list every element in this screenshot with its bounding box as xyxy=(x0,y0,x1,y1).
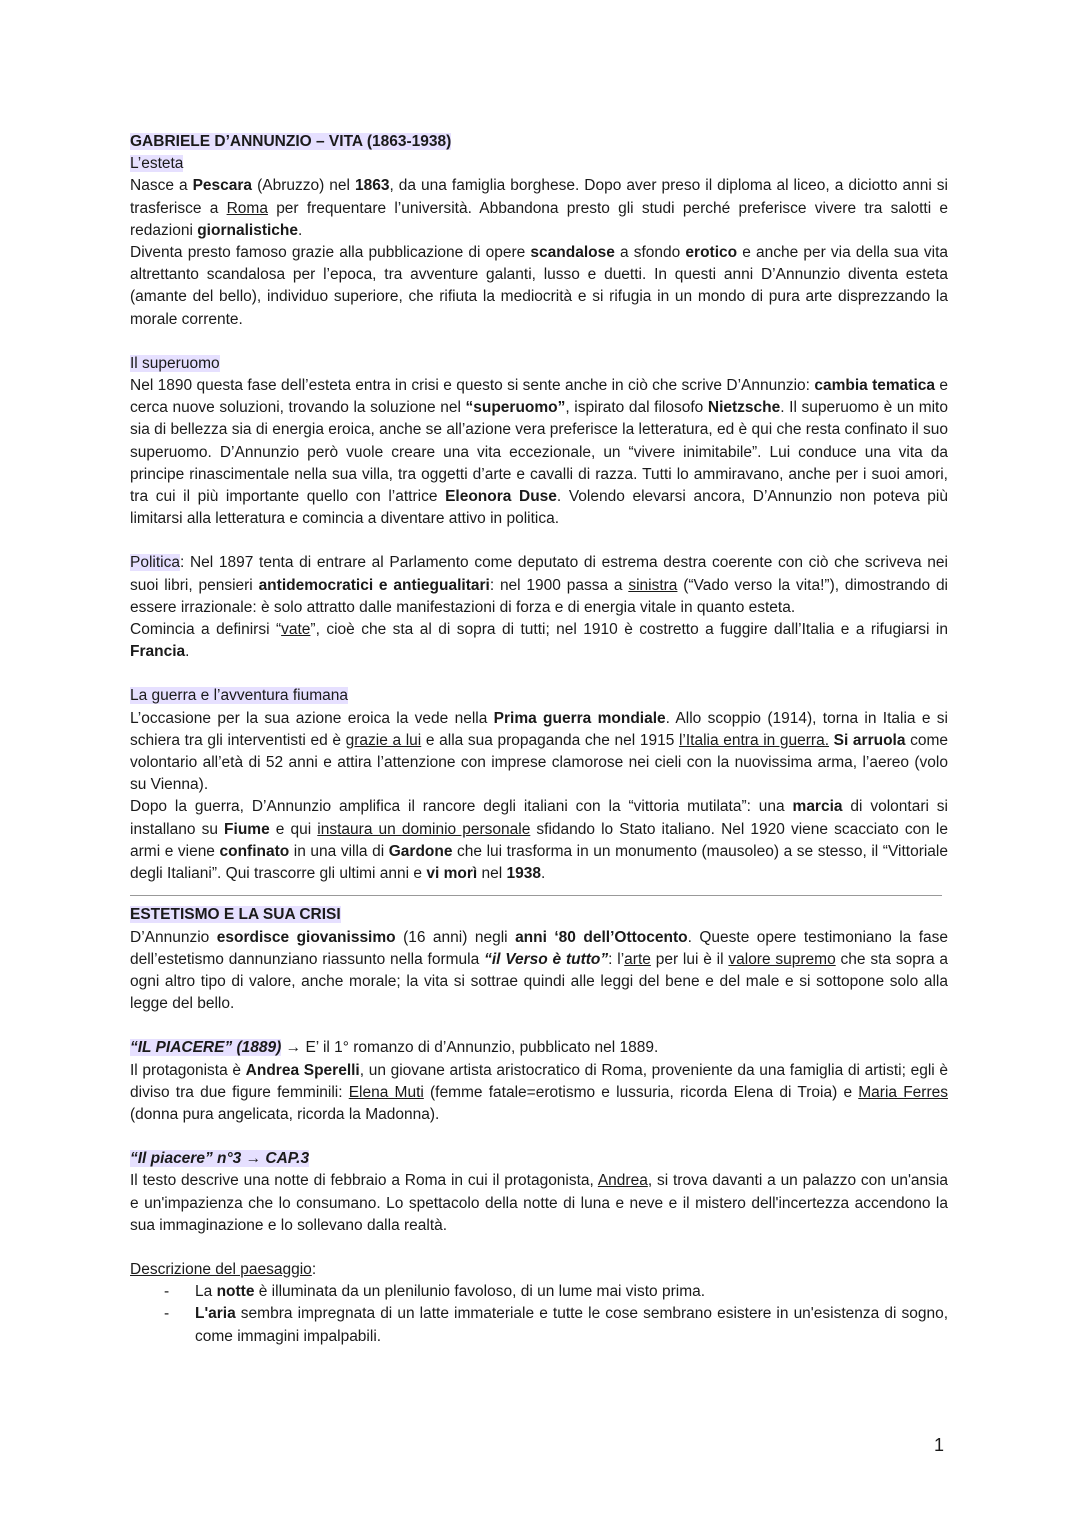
text-run: “superuomo” xyxy=(465,399,566,417)
text-run: (“Vado verso la vita!”), dimostrando di essere irrazionale: è solo attratto dalle manifestazioni di forza e di energia vitale in quanto esteta. xyxy=(130,576,949,616)
list-item xyxy=(130,1281,948,1303)
text-run: Descrizione del paesaggio xyxy=(130,1260,312,1278)
text-run: (16 anni) negli xyxy=(395,928,516,946)
text-run: . Queste opere testimoniano la fase dell’estetismo dannunziano riassunto nella formula xyxy=(130,928,949,968)
text-run: come volontario all’età di 52 anni e attira l’attenzione con imprese clamorose nei cieli con la nuovissima arma, l’aereo (volo su Vienna). xyxy=(130,731,949,794)
text-run: L’esteta xyxy=(130,155,184,173)
text-run: e qui xyxy=(269,820,318,838)
text-run: antidemocratici e antiegualitari xyxy=(258,576,490,594)
text-run: che lui trasforma in un monumento (mausoleo) a se stesso, il “Vittoriale degli Italiani”. Qui trascorre gli ultimi anni e xyxy=(130,842,948,883)
text-run: grazie a lui xyxy=(345,731,422,749)
description-list xyxy=(130,1281,948,1348)
text-run: marcia xyxy=(792,798,843,816)
text-run: , si trova davanti a un palazzo con un'ansia e un'impazienza che lo consumano. Lo spettacolo della notte di luna e neve e il mistero dell'incertezza accendono la sua immaginazione e lo sollevano dalla realtà. xyxy=(130,1172,948,1234)
text-run: . xyxy=(185,643,190,661)
text-run: cambia tematica xyxy=(814,377,936,395)
text-run: La guerra e l’avventura fiumana xyxy=(130,687,348,705)
text-run: sfidando lo Stato italiano. Nel 1920 viene scacciato con le armi e viene xyxy=(130,820,948,860)
text-run: L'aria xyxy=(195,1305,236,1323)
text-run: , ispirato dal filosofo xyxy=(565,399,708,417)
text-run: in una villa di xyxy=(289,842,389,860)
text-run: . xyxy=(540,865,546,883)
text-run: “Il piacere” n°3 → CAP.3 xyxy=(130,1150,310,1168)
text-run: . Il superuomo è un mito sia di bellezza sia di energia eroica, anche se all’azione vera preferisce la letteratura, ed è qui che resta confinato il suo superuomo. D’Annunzio però vuole creare una vita eccezionale, un “vivere inimitabile”. Lui conduce una vita da principe rinascimentale nella sua villa, tra oggetti d’arte e cavalli di razza. Tutti lo ammiravano, anche per i suoi amori, tra cui il più importante quello con l’attrice xyxy=(130,399,948,506)
text-run: e anche per via della sua vita altrettanto scandalosa per l’epoca, tra avventure galanti, lusso e duetti. In questi anni D’Annunzio diventa esteta (amante del bello), individuo superiore, che rifiuta la mediocrità e si rifugia in un mondo di pura arte disprezzando la morale corrente. xyxy=(130,244,948,328)
section-heading-esteta xyxy=(130,153,948,175)
text-run: a sfondo xyxy=(614,244,686,262)
text-run: Il testo descrive una notte di febbraio a Roma in cui il protagonista, xyxy=(130,1172,598,1190)
section-heading-il-piacere xyxy=(130,1037,948,1059)
text-run: , un giovane artista aristocratico di Roma, proveniente da una famiglia di artisti; egli è diviso tra due figure femminili: xyxy=(130,1061,948,1101)
text-run: Nietzsche xyxy=(707,399,781,417)
text-run: per lui è il xyxy=(650,950,729,968)
text-run: 1863 xyxy=(354,177,390,195)
section-heading-paesaggio xyxy=(130,1259,948,1281)
text-run: Elena Muti xyxy=(348,1083,424,1101)
text-run: Gardone xyxy=(388,842,453,860)
text-run: Andrea Sperelli xyxy=(245,1061,360,1079)
text-run: : Nel 1897 tenta di entrare al Parlamento come deputato di estrema destra coerente con ciò che scriveva nei suoi libri, pensieri xyxy=(130,554,948,594)
text-run: Il protagonista è xyxy=(130,1061,246,1079)
text-run: GABRIELE D’ANNUNZIO – VITA (1863-1938) xyxy=(130,133,452,150)
text-run: valore supremo xyxy=(728,950,836,968)
text-run: sinistra xyxy=(628,576,678,594)
text-run: 1938 xyxy=(506,865,541,883)
text-run: vate xyxy=(281,621,311,639)
text-run: (Abruzzo) nel xyxy=(252,177,355,195)
text-run: di volontari si installano su xyxy=(130,798,948,838)
text-run: Dopo la guerra, D’Annunzio amplifica il rancore degli italiani con la “vittoria mutilata”: una xyxy=(130,798,793,816)
text-run: Nel 1890 questa fase dell’esteta entra in crisi e questo si sente anche in ciò che scrive D’Annunzio: xyxy=(130,377,815,395)
text-run: : l’ xyxy=(608,950,625,968)
paragraph xyxy=(130,619,948,663)
text-run: Maria Ferres xyxy=(858,1083,948,1101)
text-run: notte xyxy=(216,1283,255,1301)
text-run: è illuminata da un plenilunio favoloso, di un lume mai visto prima. xyxy=(254,1283,706,1301)
document-title xyxy=(130,131,948,153)
paragraph-politica xyxy=(130,552,948,619)
text-run: Eleonora Duse xyxy=(445,488,557,506)
text-run: Diventa presto famoso grazie alla pubblicazione di opere xyxy=(130,244,531,262)
text-run: Prima guerra mondiale xyxy=(493,709,666,727)
paragraph xyxy=(130,927,948,1016)
text-run: arte xyxy=(624,950,651,968)
section-divider xyxy=(130,895,942,896)
document-body xyxy=(130,131,948,1348)
text-run: Pescara xyxy=(192,177,253,195)
paragraph xyxy=(130,1170,948,1237)
text-run: vi morì xyxy=(426,865,478,883)
text-run: l’Italia entra in guerra. xyxy=(678,731,830,749)
text-run: . Volendo elevarsi ancora, D’Annunzio non poteva più limitarsi alla letteratura e comincia a diventare attivo in politica. xyxy=(130,488,948,528)
text-run: , da una famiglia borghese. Dopo aver preso il diploma al liceo, a diciotto anni si trasferisce a xyxy=(130,177,948,217)
text-run: confinato xyxy=(219,842,290,860)
text-run: “il Verso è tutto” xyxy=(484,950,609,968)
text-run: per frequentare l’università. Abbandona presto gli studi perché preferisce vivere tra salotti e redazioni xyxy=(130,199,948,239)
text-run: Francia xyxy=(130,643,186,661)
paragraph xyxy=(130,708,948,797)
text-run: (donna pura angelicata, ricorda la Madonna). xyxy=(130,1105,440,1123)
text-run: Nasce a xyxy=(130,177,193,195)
paragraph xyxy=(130,175,948,242)
section-heading-superuomo xyxy=(130,353,948,375)
text-run: Fiume xyxy=(224,820,270,838)
text-run: giornalistiche xyxy=(197,221,298,239)
text-run: nel xyxy=(477,865,507,883)
page-number: 1 xyxy=(934,1435,945,1455)
text-run: erotico xyxy=(685,244,738,262)
text-run: Andrea xyxy=(597,1172,648,1190)
section-heading-guerra xyxy=(130,685,948,707)
text-run: Roma xyxy=(226,199,268,217)
text-run: (femme fatale=erotismo e lussuria, ricorda Elena di Troia) e xyxy=(423,1083,859,1101)
text-run: e alla sua propaganda che nel 1915 xyxy=(421,731,679,749)
text-run: scandalose xyxy=(530,244,615,262)
section-heading-cap3 xyxy=(130,1148,948,1170)
text-run: “IL PIACERE” (1889) xyxy=(130,1039,282,1057)
text-run: : xyxy=(311,1260,317,1278)
paragraph xyxy=(130,242,948,331)
text-run: esordisce giovanissimo xyxy=(216,928,396,946)
text-run: Si arruola xyxy=(833,731,906,749)
paragraph xyxy=(130,1060,948,1127)
text-run: . xyxy=(298,221,303,239)
text-run: ESTETISMO E LA SUA CRISI xyxy=(130,906,341,924)
text-run: : nel 1900 passa a xyxy=(489,576,629,594)
text-run: instaura un dominio personale xyxy=(317,820,531,838)
text-run: La xyxy=(195,1283,217,1301)
text-run: D’Annunzio xyxy=(130,928,217,946)
section-label-politica: Politica xyxy=(130,554,180,572)
text-run: sembra impregnata di un latte immateriale e tutte le cose sembrano esistere in un'esistenza di sogno, come immagini impalpabili. xyxy=(195,1305,948,1345)
section-heading-estetismo xyxy=(130,904,948,926)
text-run: che sta sopra a ogni altro tipo di valore, anche morale; la vita si sottrae quindi alle leggi del bene e del male e si sottopone solo alla legge del bello. xyxy=(130,950,949,1013)
text-run: . Allo scoppio (1914), torna in Italia e si schiera tra gli interventisti ed è xyxy=(130,709,948,749)
text-run: Comincia a definirsi “ xyxy=(130,621,282,639)
paragraph xyxy=(130,375,948,530)
text-run: anni ‘80 dell’Ottocento xyxy=(515,928,688,946)
paragraph xyxy=(130,796,948,885)
text-run: Il superuomo xyxy=(130,354,220,372)
text-run: ”, cioè che sta al di sopra di tutti; nel 1910 è costretto a fuggire dall’Italia e a rifugiarsi in xyxy=(310,621,948,639)
list-item xyxy=(130,1303,948,1347)
text-run: L’occasione per la sua azione eroica la vede nella xyxy=(130,709,494,727)
text-run: e cerca nuove soluzioni, trovando la soluzione nel xyxy=(130,377,949,417)
text-run: → E’ il 1° romanzo di d’Annunzio, pubblicato nel 1889. xyxy=(281,1039,659,1057)
